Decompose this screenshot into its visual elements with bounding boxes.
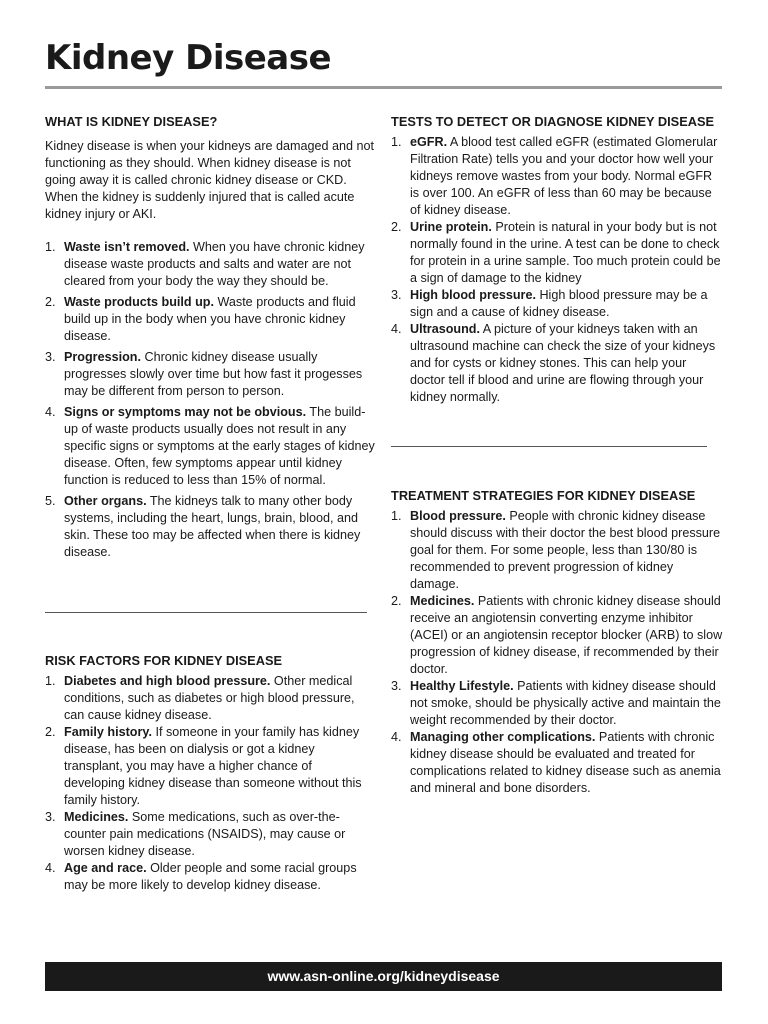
list-item-lead: Waste isn’t removed.: [64, 240, 190, 254]
list-item-text: Patients with chronic kidney disease should receive an angiotensin converting enzyme inhibitor (ACEI) or an angiotensin receptor blocker (ARB) to slow progression of kidney disease, if recommended by their doctor.: [410, 594, 723, 676]
list-item: [45, 404, 375, 489]
list-item-lead: Family history.: [64, 725, 152, 739]
list-item: [391, 321, 723, 406]
section-risk: [45, 652, 375, 894]
tests-list: [391, 134, 723, 406]
list-item: [391, 219, 723, 287]
list-item-text: Patients with kidney disease should not smoke, should be physically active and maintain the weight recommended by their doctor.: [410, 679, 721, 727]
list-item-number: 3.: [391, 679, 402, 693]
list-item-text: If someone in your family has kidney disease, has been on dialysis or got a kidney transplant, you may have a higher chance of developing kidney disease than someone without this family history.: [64, 725, 362, 807]
list-item-lead: Blood pressure.: [410, 509, 506, 523]
list-item-lead: Waste products build up.: [64, 295, 214, 309]
list-item-text: High blood pressure may be a sign and a cause of kidney disease.: [410, 288, 708, 319]
section-what-is: [45, 113, 375, 565]
list-item-text: Other medical conditions, such as diabetes or high blood pressure, can cause kidney disease.: [64, 674, 355, 722]
list-item: [391, 729, 723, 797]
list-item-number: 4.: [45, 861, 56, 875]
list-item-number: 4.: [391, 730, 402, 744]
list-item-text: The kidneys talk to many other body systems, including the heart, lungs, brain, blood, and skin. These too may be affected when there is kidney disease.: [64, 494, 361, 559]
list-item-number: 5.: [45, 494, 56, 508]
section-heading-treatment: TREATMENT STRATEGIES FOR KIDNEY DISEASE: [391, 488, 696, 503]
list-item-number: 4.: [45, 405, 56, 419]
list-item: [45, 809, 375, 860]
left-divider: [45, 612, 367, 613]
list-item-lead: Medicines.: [410, 594, 475, 608]
list-item-number: 2.: [45, 295, 56, 309]
list-item-lead: Ultrasound.: [410, 322, 480, 336]
list-item-lead: Other organs.: [64, 494, 147, 508]
list-item-number: 2.: [391, 594, 402, 608]
what-is-list: [45, 239, 375, 561]
list-item-number: 2.: [391, 220, 402, 234]
list-item: [45, 349, 375, 400]
list-item: [45, 493, 375, 561]
list-item: [391, 678, 723, 729]
list-item-number: 1.: [45, 240, 56, 254]
list-item-text: People with chronic kidney disease should discuss with their doctor the best blood pressure goal for them. For some people, less than 130/80 is recommended to prevent progression of kidney damage.: [410, 509, 721, 591]
risk-list: [45, 673, 375, 894]
list-item-number: 1.: [45, 674, 56, 688]
footer-url-link[interactable]: www.asn-online.org/kidneydisease: [267, 968, 500, 984]
list-item-number: 3.: [391, 288, 402, 302]
page-title: Kidney Disease: [45, 38, 332, 78]
list-item-lead: eGFR.: [410, 135, 448, 149]
list-item-text: A blood test called eGFR (estimated Glomerular Filtration Rate) tells you and your doctor how well your kidneys remove wastes from your body. Normal eGFR is over 100. An eGFR of less than 60 may be because of kidney disease.: [410, 135, 718, 217]
list-item: [391, 508, 723, 593]
list-item: [45, 724, 375, 809]
list-item: [45, 294, 375, 345]
list-item: [45, 860, 375, 894]
what-is-intro: Kidney disease is when your kidneys are damaged and not functioning as they should. When kidney disease is not going away it is called chronic kidney disease or CKD. When the kidney is suddenly injured that is called acute kidney injury or AKI.: [45, 139, 375, 221]
list-item: [45, 673, 375, 724]
section-heading-tests: TESTS TO DETECT OR DIAGNOSE KIDNEY DISEASE: [391, 114, 715, 129]
list-item-lead: Progression.: [64, 350, 141, 364]
section-heading-risk: RISK FACTORS FOR KIDNEY DISEASE: [45, 653, 283, 668]
footer-bar: [45, 962, 722, 991]
list-item-text: A picture of your kidneys taken with an ultrasound machine can check the size of your kidneys and for cysts or kidney stones. This can help your doctor tell if blood and urine are flowing through your kidney normally.: [410, 322, 716, 404]
list-item: [391, 593, 723, 678]
list-item-number: 3.: [45, 810, 56, 824]
list-item: [391, 287, 723, 321]
list-item-text: Some medications, such as over-the-counter pain medications (NSAIDS), may cause or worsen kidney disease.: [64, 810, 346, 858]
list-item-text: Protein is natural in your body but is not normally found in the urine. A test can be done to check for protein in a urine sample. Too much protein could be a sign of damage to the kidney: [410, 220, 721, 285]
list-item-text: When you have chronic kidney disease waste products and salts and water are not cleared from your body the way they should be.: [64, 240, 365, 288]
list-item-text: The build-up of waste products usually does not result in any specific signs or symptoms at the early stages of kidney disease. Often, few symptoms appear until kidney function is reduced to less than 15% of normal.: [64, 405, 375, 487]
title-rule: [45, 86, 722, 89]
right-divider: [391, 446, 707, 447]
list-item-number: 1.: [391, 509, 402, 523]
section-heading-what-is: WHAT IS KIDNEY DISEASE?: [45, 114, 218, 129]
list-item: [391, 134, 723, 219]
list-item-lead: Urine protein.: [410, 220, 492, 234]
list-item-text: Waste products and fluid build up in the body when you have chronic kidney disease.: [64, 295, 356, 343]
list-item: [45, 239, 375, 290]
list-item-lead: High blood pressure.: [410, 288, 536, 302]
treatment-list: [391, 508, 723, 797]
list-item-lead: Diabetes and high blood pressure.: [64, 674, 271, 688]
list-item-number: 3.: [45, 350, 56, 364]
list-item-number: 1.: [391, 135, 402, 149]
section-tests: [391, 113, 723, 406]
list-item-lead: Signs or symptoms may not be obvious.: [64, 405, 307, 419]
list-item-lead: Age and race.: [64, 861, 147, 875]
list-item-lead: Medicines.: [64, 810, 129, 824]
list-item-text: Older people and some racial groups may be more likely to develop kidney disease.: [64, 861, 357, 892]
list-item-text: Chronic kidney disease usually progresses slowly over time but how fast it progesses may be different from person to person.: [64, 350, 363, 398]
list-item-text: Patients with chronic kidney disease should be evaluated and treated for complications related to kidney disease such as anemia and mineral and bone disorders.: [410, 730, 721, 795]
list-item-number: 2.: [45, 725, 56, 739]
list-item-lead: Healthy Lifestyle.: [410, 679, 514, 693]
list-item-lead: Managing other complications.: [410, 730, 596, 744]
list-item-number: 4.: [391, 322, 402, 336]
section-treatment: [391, 487, 723, 797]
